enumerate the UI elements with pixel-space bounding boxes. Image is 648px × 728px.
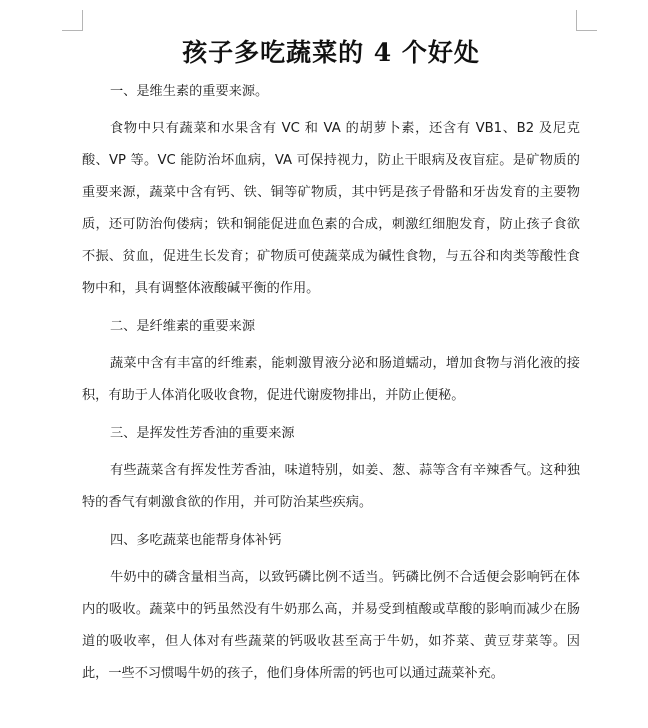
page-corner-mark-top-right (576, 10, 597, 31)
section-heading-3: 三、是挥发性芳香油的重要来源 (110, 426, 295, 441)
section-paragraph-3: 有些蔬菜含有挥发性芳香油，味道特别，如姜、葱、蒜等含有辛辣香气。这种独特的香气有刺激食欲的作用，并可防治某些疾病。 (82, 463, 580, 510)
document-title: 孩子多吃蔬菜的 4 个好处 (182, 38, 480, 67)
section-paragraph-2: 蔬菜中含有丰富的纤维素，能刺激胃液分泌和肠道蠕动，增加食物与消化液的接积，有助于人体消化吸收食物，促进代谢废物排出，并防止便秘。 (82, 356, 580, 403)
section-paragraph-4: 牛奶中的磷含量相当高，以致钙磷比例不适当。钙磷比例不合适便会影响钙在体内的吸收。蔬菜中的钙虽然没有牛奶那么高，并易受到植酸或草酸的影响而减少在肠道的吸收率，但人体对有些蔬菜的钙吸收甚至高于牛奶，如芥菜、黄豆芽菜等。因此，一些不习惯喝牛奶的孩子，他们身体所需的钙也可以通过蔬菜补充。 (82, 570, 580, 681)
section-heading-2: 二、是纤维素的重要来源 (110, 319, 256, 334)
page-corner-mark-top-left (62, 10, 83, 31)
section-heading-1: 一、是维生素的重要来源。 (110, 84, 269, 99)
section-heading-4: 四、多吃蔬菜也能帮身体补钙 (110, 533, 282, 548)
section-paragraph-1: 食物中只有蔬菜和水果含有 VC 和 VA 的胡萝卜素，还含有 VB1、B2 及尼克酸、VP 等。VC 能防治坏血病，VA 可保持视力，防止干眼病及夜盲症。是矿物质的重要来源，蔬菜中含有钙、铁、铜等矿物质，其中钙是孩子骨骼和牙齿发育的主要物质，还可防治佝偻病；铁和铜能促进血色素的合成，刺激红细胞发育，防止孩子食欲不振、贫血，促进生长发育；矿物质可使蔬菜成为碱性食物，与五谷和肉类等酸性食物中和，具有调整体液酸碱平衡的作用。 (82, 121, 580, 296)
document-body (82, 36, 580, 690)
